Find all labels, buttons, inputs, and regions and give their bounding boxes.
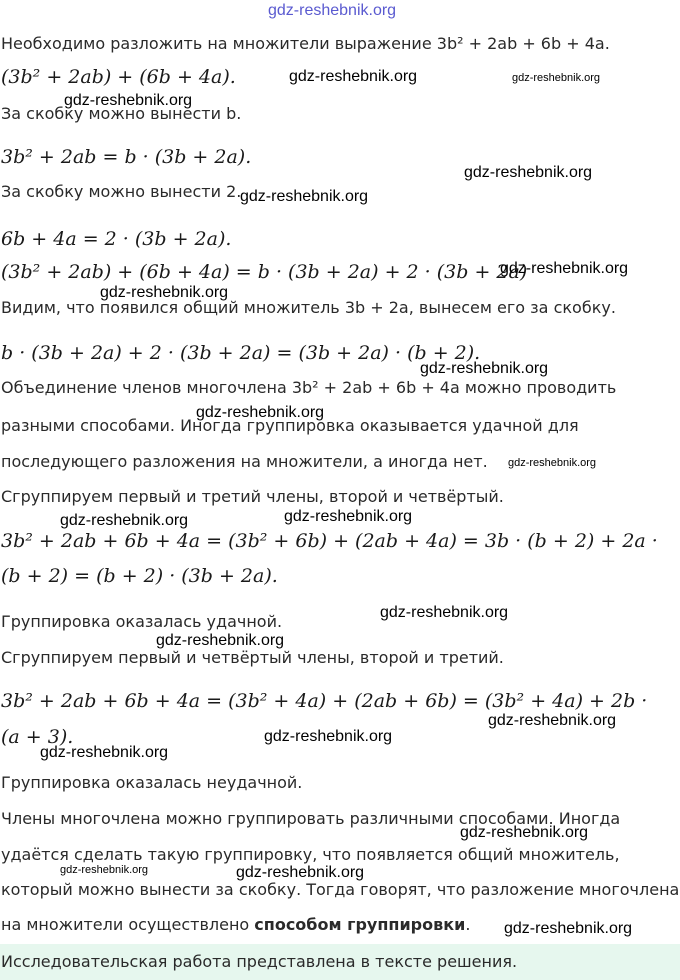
watermark: gdz-reshebnik.org: [100, 284, 229, 301]
text-line: Сгруппируем первый и четвёртый члены, второй и третий.: [1, 648, 504, 667]
formula-line: 3b² + 2ab + 6b + 4a = (3b² + 6b) + (2ab + 4a) = 3b · (b + 2) + 2a ·: [1, 530, 658, 552]
text-line: Группировка оказалась неудачной.: [1, 773, 303, 792]
text-line: За скобку можно вынести b.: [1, 104, 242, 123]
watermark: gdz-reshebnik.org: [289, 68, 418, 85]
text-line: удаётся сделать такую группировку, что появляется общий множитель,: [1, 845, 620, 864]
watermark: gdz-reshebnik.org: [264, 728, 393, 745]
text-line: Видим, что появился общий множитель 3b + 2a, вынесем его за скобку.: [1, 298, 616, 317]
text-line: Группировка оказалась удачной.: [1, 612, 283, 631]
watermark: gdz-reshebnik.org: [512, 72, 601, 84]
watermark: gdz-reshebnik.org: [156, 632, 285, 649]
text-line: Члены многочлена можно группировать различными способами. Иногда: [1, 809, 621, 828]
watermark: gdz-reshebnik.org: [420, 360, 549, 377]
formula-line: (b + 2) = (b + 2) · (3b + 2a).: [1, 565, 278, 587]
watermark: gdz-reshebnik.org: [464, 164, 593, 181]
watermark: gdz-reshebnik.org: [380, 604, 509, 621]
watermark: gdz-reshebnik.org: [500, 260, 629, 277]
watermark: gdz-reshebnik.org: [460, 824, 589, 841]
formula-line: 6b + 4a = 2 · (3b + 2a).: [1, 228, 232, 250]
watermark: gdz-reshebnik.org: [236, 864, 365, 881]
text-line: который можно вынести за скобку. Тогда говорят, что разложение многочлена: [1, 880, 680, 899]
formula-line: b · (3b + 2a) + 2 · (3b + 2a) = (3b + 2a) · (b + 2).: [1, 342, 481, 364]
bold-term: способом группировки: [254, 915, 466, 934]
watermark: gdz-reshebnik.org: [284, 508, 413, 525]
text-segment: .: [465, 915, 471, 934]
watermark: gdz-reshebnik.org: [240, 188, 369, 205]
watermark-top: gdz-reshebnik.org: [268, 2, 397, 19]
watermark: gdz-reshebnik.org: [60, 512, 189, 529]
conclusion-text: Исследовательская работа представлена в тексте решения.: [1, 952, 518, 971]
formula-line: 3b² + 2ab + 6b + 4a = (3b² + 4a) + (2ab + 6b) = (3b² + 4a) + 2b ·: [1, 690, 648, 712]
watermark: gdz-reshebnik.org: [504, 920, 633, 937]
watermark: gdz-reshebnik.org: [64, 92, 193, 109]
text-line: разными способами. Иногда группировка оказывается удачной для: [1, 416, 579, 435]
formula-line: (3b² + 2ab) + (6b + 4a) = b · (3b + 2a) + 2 · (3b + 2a): [1, 261, 528, 283]
text-segment: на множители осуществлено: [1, 915, 255, 934]
text-line: За скобку можно вынести 2.: [1, 182, 242, 201]
text-line: Объединение членов многочлена 3b² + 2ab + 6b + 4a можно проводить: [1, 378, 617, 397]
watermark: gdz-reshebnik.org: [60, 864, 149, 876]
watermark: gdz-reshebnik.org: [488, 712, 617, 729]
formula-line: (3b² + 2ab) + (6b + 4a).: [1, 66, 236, 88]
text-line: последующего разложения на множители, а иногда нет.: [1, 452, 488, 471]
text-line: Необходимо разложить на множители выражение 3b² + 2ab + 6b + 4a.: [1, 34, 610, 53]
formula-line: 3b² + 2ab = b · (3b + 2a).: [1, 146, 252, 168]
text-line: Сгруппируем первый и третий члены, второй и четвёртый.: [1, 487, 504, 506]
formula-line: (a + 3).: [1, 726, 74, 748]
text-line-with-bold: [1, 915, 470, 935]
watermark: gdz-reshebnik.org: [196, 404, 325, 421]
conclusion-banner: [0, 944, 680, 980]
watermark: gdz-reshebnik.org: [40, 744, 169, 761]
watermark: gdz-reshebnik.org: [508, 457, 597, 469]
